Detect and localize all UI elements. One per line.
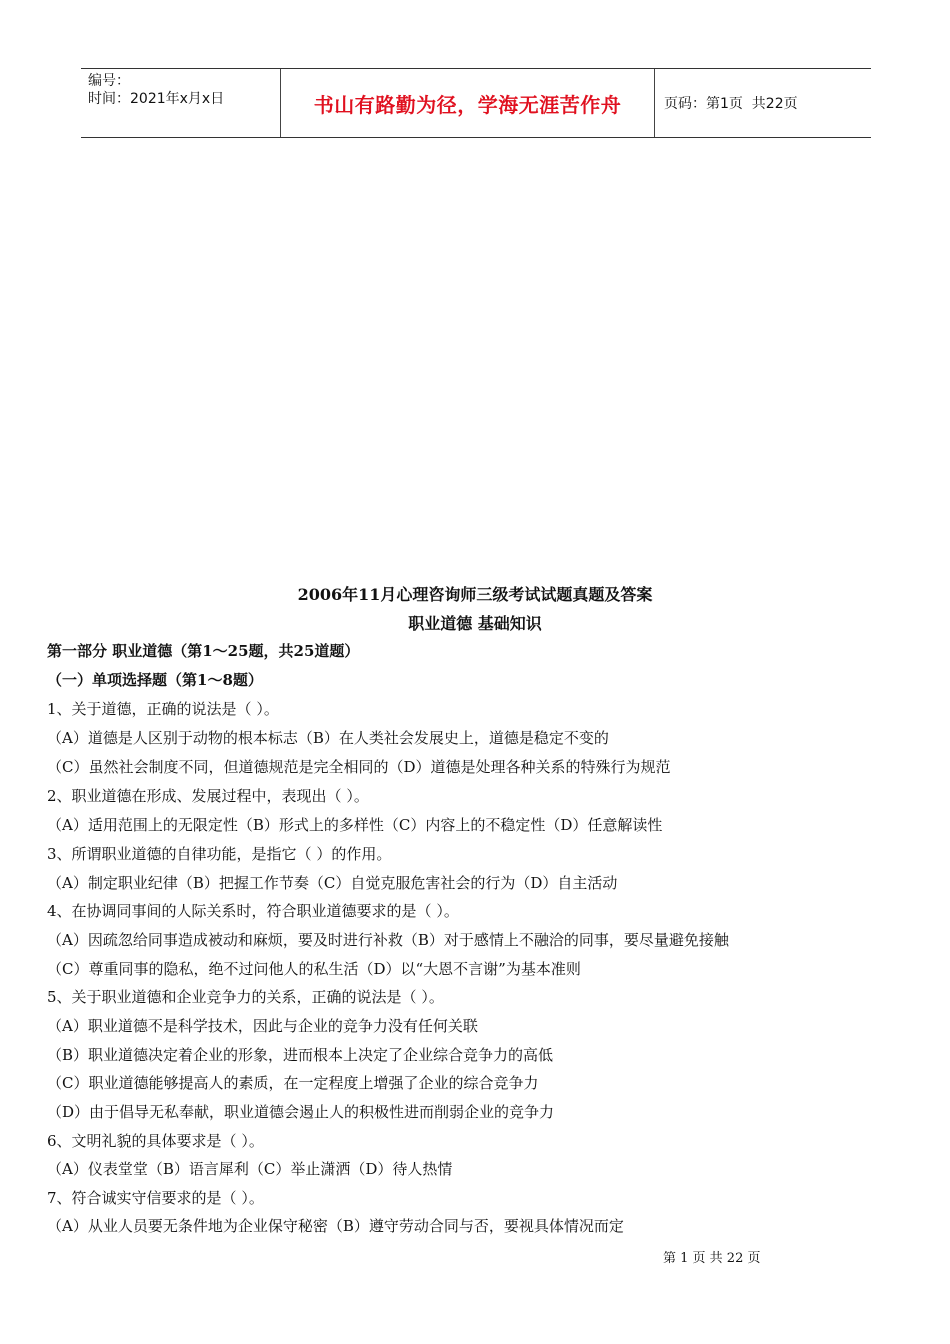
question-line: 3、所谓职业道德的自律功能，是指它（ ）的作用。 (47, 845, 392, 863)
option-line: （A）适用范围上的无限定性（B）形式上的多样性（C）内容上的不稳定性（D）任意解读性 (47, 816, 663, 834)
option-line: （A）职业道德不是科学技术，因此与企业的竞争力没有任何关联 (47, 1017, 478, 1035)
option-line: （A）道德是人区别于动物的根本标志（B）在人类社会发展史上，道德是稳定不变的 (47, 729, 609, 747)
question-line: 2、职业道德在形成、发展过程中，表现出（ ）。 (47, 787, 369, 805)
document-subtitle: 职业道德 基础知识 (408, 614, 542, 633)
option-line: （A）从业人员要无条件地为企业保守秘密（B）遵守劳动合同与否，要视具体情况而定 (47, 1217, 624, 1235)
time-label: 时间：2021年x月x日 (88, 91, 225, 107)
document-title: 2006年11月心理咨询师三级考试试题真题及答案 (297, 585, 653, 604)
question-line: 1、关于道德，正确的说法是（ ）。 (47, 700, 279, 718)
header-page-info: 页码：第1页 共22页 (664, 96, 798, 112)
option-line: （C）职业道德能够提高人的素质，在一定程度上增强了企业的综合竞争力 (47, 1074, 539, 1092)
option-line: （C）虽然社会制度不同，但道德规范是完全相同的（D）道德是处理各种关系的特殊行为规范 (47, 758, 671, 776)
header-meta-cell (81, 69, 281, 137)
question-line: 4、在协调同事间的人际关系时，符合职业道德要求的是（ ）。 (47, 902, 459, 920)
header-motto: 书山有路勤为径，学海无涯苦作舟 (281, 69, 655, 137)
serial-label: 编号： (88, 73, 130, 89)
page-footer: 第 1 页 共 22 页 (663, 1251, 761, 1266)
option-line: （C）尊重同事的隐私，绝不过问他人的私生活（D）以“大恩不言谢”为基本准则 (47, 960, 581, 978)
question-line: 5、关于职业道德和企业竞争力的关系，正确的说法是（ ）。 (47, 988, 444, 1006)
option-line: （D）由于倡导无私奉献，职业道德会遏止人的积极性进而削弱企业的竞争力 (47, 1103, 555, 1121)
option-line: （A）仪表堂堂（B）语言犀利（C）举止潇洒（D）待人热情 (47, 1160, 453, 1178)
header-page-info-cell (655, 69, 871, 137)
header-table (81, 68, 871, 138)
option-line: （B）职业道德决定着企业的形象，进而根本上决定了企业综合竞争力的高低 (47, 1046, 554, 1064)
option-line: （A）因疏忽给同事造成被动和麻烦，要及时进行补救（B）对于感情上不融洽的同事，要尽量避免接触 (47, 931, 729, 949)
option-line: （A）制定职业纪律（B）把握工作节奏（C）自觉克服危害社会的行为（D）自主活动 (47, 874, 618, 892)
question-line: 6、文明礼貌的具体要求是（ ）。 (47, 1132, 264, 1150)
part-heading: 第一部分 职业道德（第1～25题，共25道题） (47, 642, 360, 660)
section-heading: （一）单项选择题（第1～8题） (47, 671, 263, 689)
question-line: 7、符合诚实守信要求的是（ ）。 (47, 1189, 264, 1207)
